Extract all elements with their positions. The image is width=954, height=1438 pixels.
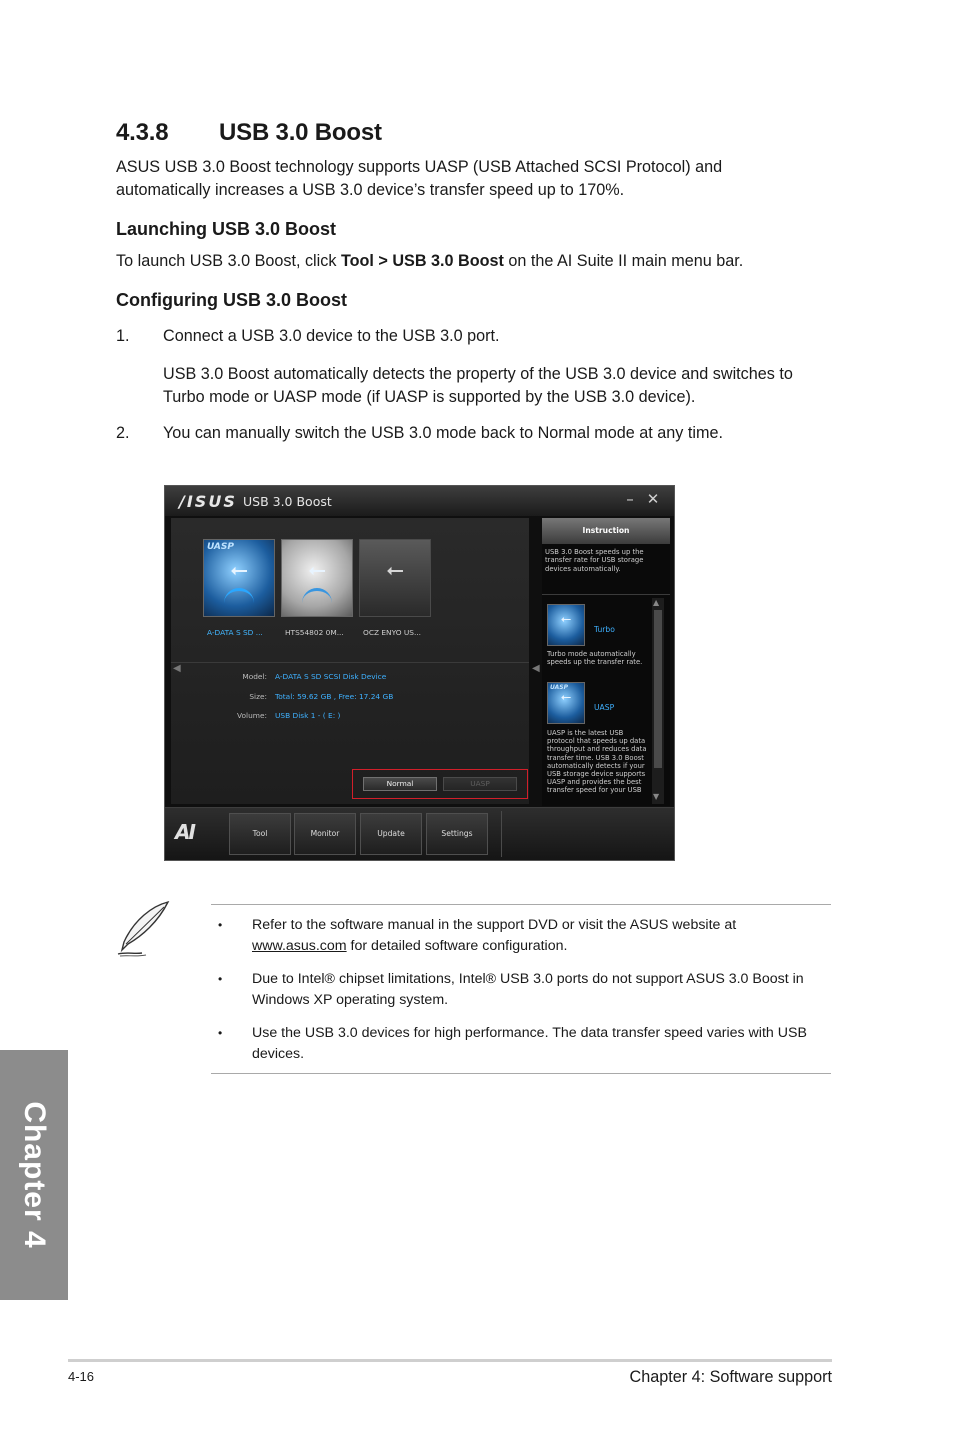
menu-divider	[501, 811, 502, 857]
usb-boost-window	[164, 485, 675, 861]
uasp-mini-tag: UASP	[550, 684, 568, 691]
ai-suite-logo: AI	[175, 820, 194, 844]
device-card-3[interactable]	[359, 539, 431, 617]
section-heading	[116, 119, 382, 147]
step-text-2: You can manually switch the USB 3.0 mode back to Normal mode at any time.	[163, 424, 723, 442]
scroll-up-icon[interactable]: ▲	[653, 598, 660, 607]
intro-paragraph	[116, 156, 722, 201]
footer-chapter: Chapter 4: Software support	[629, 1368, 832, 1386]
chapter-tab-label: Chapter 4	[18, 1101, 51, 1249]
note-bullet-3: •	[218, 1026, 223, 1040]
instruction-text: USB 3.0 Boost speeds up the transfer rate for USB storage devices automatically.	[545, 548, 644, 573]
volume-value: USB Disk 1 - ( E: )	[275, 711, 341, 720]
chapter-tab	[0, 1050, 68, 1300]
size-value: Total: 59.62 GB , Free: 17.24 GB	[275, 692, 394, 701]
usb-icon: ⭠	[560, 690, 572, 705]
footer-rule	[68, 1359, 832, 1362]
monitor-button[interactable]: Monitor	[294, 813, 356, 855]
step-text-1: Connect a USB 3.0 device to the USB 3.0 port.	[163, 327, 500, 345]
device-card-2[interactable]	[281, 539, 353, 617]
window-titlebar[interactable]	[165, 486, 674, 516]
note-bullet-1: •	[218, 918, 223, 932]
turbo-mode-name: Turbo	[594, 625, 615, 634]
launching-paragraph	[116, 250, 743, 273]
device-label-2[interactable]: HTS54802 0M...	[285, 628, 344, 637]
section-number: 4.3.8	[116, 119, 169, 146]
note-1	[252, 915, 832, 956]
scroll-left-icon[interactable]: ◀	[173, 663, 181, 674]
uasp-mode-button[interactable]: UASP	[443, 777, 517, 791]
uasp-mode-icon	[547, 682, 585, 724]
settings-button[interactable]: Settings	[426, 813, 488, 855]
page-number: 4-16	[68, 1369, 95, 1384]
scroll-left-icon-2[interactable]: ◀	[532, 663, 540, 674]
section-title: USB 3.0 Boost	[219, 119, 382, 146]
update-button[interactable]: Update	[360, 813, 422, 855]
usb-icon: ⭠	[230, 558, 248, 583]
instruction-scrollbar[interactable]	[652, 598, 664, 804]
instruction-pane	[542, 518, 670, 806]
uasp-mode-name: UASP	[594, 703, 615, 712]
usb-icon: ⭠	[560, 612, 572, 627]
note-1-line-2	[252, 936, 832, 957]
close-button[interactable]: ✕	[646, 490, 660, 508]
note-feather-icon	[112, 898, 176, 962]
scroll-down-icon[interactable]: ▼	[653, 792, 660, 801]
note-bottom-rule	[211, 1073, 831, 1074]
uasp-mode-desc: UASP is the latest USB protocol that speeds up data throughput and reduces data transfer time. USB 3.0 Boost automatically detects if your USB storage device supports UASP and provides the best transfer speed for your USB	[547, 729, 647, 795]
uasp-tag: UASP	[207, 542, 234, 552]
size-label: Size:	[249, 692, 267, 701]
model-label: Model:	[242, 672, 267, 681]
usb-icon: ⭠	[308, 558, 326, 583]
tool-button[interactable]: Tool	[229, 813, 291, 855]
instruction-divider	[542, 594, 670, 595]
volume-label: Volume:	[237, 711, 267, 720]
model-value: A-DATA S SD SCSI Disk Device	[275, 672, 387, 681]
launching-heading: Launching USB 3.0 Boost	[116, 219, 337, 239]
note-top-rule	[211, 904, 831, 905]
mode-selector-highlight	[352, 769, 528, 799]
device-card-1[interactable]	[203, 539, 275, 617]
launching-pre: To launch USB 3.0 Boost, click	[116, 252, 341, 270]
note-2: Due to Intel® chipset limitations, Intel® USB 3.0 ports do not support ASUS 3.0 Boost in Windows XP operating system.	[252, 971, 804, 1008]
configuring-heading: Configuring USB 3.0 Boost	[116, 290, 347, 310]
asus-logo: /ISUS	[179, 492, 237, 511]
note-1-rest: for detailed software configuration.	[346, 937, 568, 954]
device-label-3[interactable]: OCZ ENYO US...	[363, 628, 422, 637]
note-3: Use the USB 3.0 devices for high performance. The data transfer speed varies with USB devices.	[252, 1025, 807, 1062]
device-pane	[171, 518, 529, 804]
turbo-mode-icon	[547, 604, 585, 646]
intro-line-2: automatically increases a USB 3.0 device’s transfer speed up to 170%.	[116, 180, 625, 199]
gauge-icon	[302, 588, 332, 608]
minimize-button[interactable]: –	[626, 490, 634, 508]
launching-post: on the AI Suite II main menu bar.	[503, 252, 744, 270]
normal-mode-button[interactable]: Normal	[363, 777, 437, 791]
window-title: USB 3.0 Boost	[243, 494, 332, 509]
device-label-1[interactable]: A-DATA S SD ...	[207, 628, 263, 637]
note-1-line-1: Refer to the software manual in the support DVD or visit the ASUS website at	[252, 917, 737, 933]
launching-menu-path: Tool > USB 3.0 Boost	[340, 252, 504, 270]
step-number-2: 2.	[116, 424, 130, 442]
pane-divider	[171, 662, 529, 663]
gauge-icon	[224, 588, 254, 608]
main-menu-bar	[165, 807, 674, 860]
scrollbar-thumb[interactable]	[654, 610, 662, 768]
asus-website-link[interactable]: www.asus.com	[252, 937, 347, 954]
instruction-heading: Instruction	[542, 518, 670, 544]
intro-line-1: ASUS USB 3.0 Boost technology supports UASP (USB Attached SCSI Protocol) and	[116, 158, 723, 176]
turbo-mode-desc: Turbo mode automatically speeds up the transfer rate.	[547, 650, 643, 667]
step-number-1: 1.	[116, 327, 130, 345]
step-text-1b: USB 3.0 Boost automatically detects the property of the USB 3.0 device and switches to Turbo mode or UASP mode (if UASP is supported by the USB 3.0 device).	[163, 365, 793, 406]
usb-icon: ⭠	[386, 558, 404, 583]
note-bullet-2: •	[218, 972, 223, 986]
